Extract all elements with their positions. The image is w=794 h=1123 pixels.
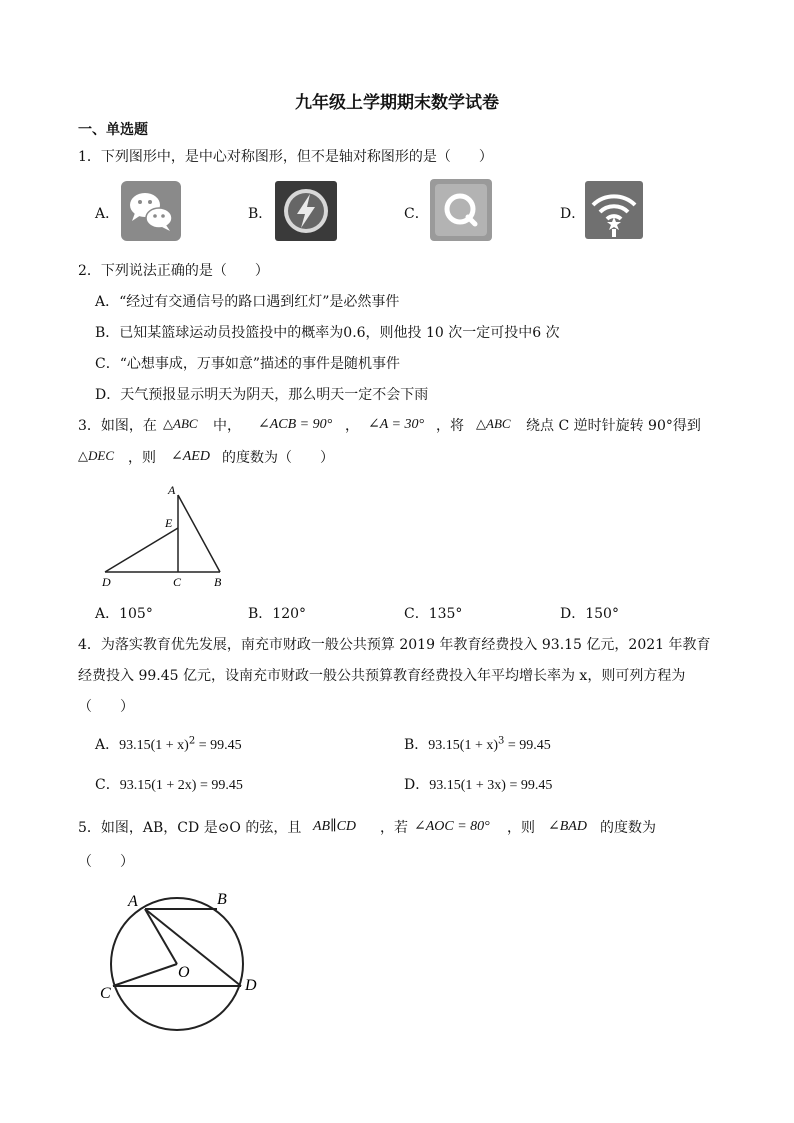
q4-option-a-rhs: = 99.45 bbox=[195, 738, 242, 753]
q5-angle-aoc: ∠AOC = 80° bbox=[414, 819, 490, 834]
q5-label-d: D bbox=[245, 977, 257, 994]
q5-angle-bad: ∠BAD bbox=[548, 819, 587, 834]
q2-stem: 2．下列说法正确的是（ ） bbox=[78, 263, 269, 279]
q3-option-c: C．135° bbox=[404, 606, 463, 622]
q3-label-b: B bbox=[214, 575, 222, 588]
q4-option-d bbox=[404, 774, 552, 794]
q2-option-d: D．天气预报显示明天为阴天，那么明天一定不会下雨 bbox=[95, 387, 429, 403]
q4-option-c bbox=[95, 774, 243, 794]
q4-option-a bbox=[95, 734, 242, 754]
q3-text-jiang: ，将 bbox=[436, 418, 464, 434]
q4-option-b-exponent: 3 bbox=[498, 735, 505, 747]
q3-option-a: A．105° bbox=[95, 606, 153, 622]
lightning-bolt-icon bbox=[275, 181, 337, 241]
q4-option-b bbox=[404, 734, 551, 754]
q3-label-d: D bbox=[102, 575, 111, 588]
q3-angle-a: ∠A = 30° bbox=[368, 417, 425, 432]
q5-line2: （ ） bbox=[78, 854, 134, 870]
q3-triangle-abc: △ABC bbox=[163, 416, 198, 431]
q3-triangle-dec: △DEC bbox=[78, 448, 114, 463]
q3-option-d: D．150° bbox=[560, 606, 619, 622]
section-heading: 一、单选题 bbox=[78, 122, 148, 138]
q3-label-c: C bbox=[173, 575, 182, 588]
q4-option-b-label: B． bbox=[404, 737, 429, 753]
q4-option-a-exponent: 2 bbox=[188, 735, 196, 747]
q1-option-c-label: C． bbox=[404, 206, 429, 222]
q4-line1: 4．为落实教育优先发展，南充市财政一般公共预算 2019 年教育经费投入 93.15 亿元，2021 年教育 bbox=[78, 637, 711, 653]
page-title: 九年级上学期期末数学试卷 bbox=[295, 93, 499, 113]
q3-degree-text: 的度数为（ ） bbox=[222, 450, 334, 466]
q3-comma: ， bbox=[345, 418, 359, 434]
q3-label-a: A bbox=[168, 483, 176, 497]
q4-line3: （ ） bbox=[78, 699, 134, 715]
wifi-star-icon bbox=[585, 181, 643, 239]
q4-option-d-label: D． bbox=[404, 777, 430, 793]
q3-angle-aed: ∠AED bbox=[171, 449, 210, 464]
q5-circle-figure bbox=[95, 882, 270, 1032]
q3-label-e: E bbox=[165, 516, 173, 530]
q1-stem: 1．下列图形中，是中心对称图形，但不是轴对称图形的是（ ） bbox=[78, 149, 493, 165]
q3-triangle-figure bbox=[95, 480, 235, 588]
q4-option-b-rhs: = 99.45 bbox=[504, 738, 551, 753]
q4-line2: 经费投入 99.45 亿元，设南充市财政一般公共预算教育经费投入年平均增长率为 x，则可列方程为 bbox=[78, 668, 686, 684]
q4-option-a-expr: 93.15(1 + x) bbox=[119, 738, 189, 753]
q5-text-ze: ，则 bbox=[507, 820, 535, 836]
q5-parallel: AB∥CD bbox=[313, 819, 357, 834]
chat-bubbles-icon bbox=[121, 181, 181, 241]
q4-option-c-expr: 93.15(1 + 2x) = 99.45 bbox=[119, 778, 243, 793]
q4-option-b-expr: 93.15(1 + x) bbox=[428, 738, 499, 753]
q5-label-a: A bbox=[128, 893, 138, 910]
q5-label-b: B bbox=[217, 891, 227, 908]
q5-label-o: O bbox=[178, 964, 190, 981]
q1-option-d-label: D． bbox=[560, 206, 586, 222]
q3-text-ze: ，则 bbox=[128, 450, 156, 466]
q1-option-a-label: A． bbox=[95, 206, 120, 222]
q4-option-a-label: A． bbox=[95, 737, 120, 753]
search-magnifier-icon bbox=[430, 179, 492, 241]
q1-option-b-label: B． bbox=[248, 206, 273, 222]
q5-degree-text: 的度数为 bbox=[600, 820, 656, 836]
q5-line1-start: 5．如图，AB，CD 是⊙O 的弦，且 bbox=[78, 820, 302, 836]
q3-angle-acb: ∠ACB = 90° bbox=[258, 417, 333, 432]
q5-label-c: C bbox=[100, 985, 111, 1002]
q2-option-c: C．“心想事成，万事如意”描述的事件是随机事件 bbox=[95, 356, 401, 372]
q2-option-b: B．已知某篮球运动员投篮投中的概率为0.6，则他投 10 次一定可投中6 次 bbox=[95, 325, 560, 341]
q3-option-b: B．120° bbox=[248, 606, 307, 622]
q4-option-d-expr: 93.15(1 + 3x) = 99.45 bbox=[429, 778, 553, 793]
q3-rotation-text: 绕点 C 逆时针旋转 90°得到 bbox=[526, 418, 701, 434]
q3-text-zhong: 中， bbox=[213, 418, 241, 434]
q4-option-c-label: C． bbox=[95, 777, 120, 793]
q3-line1-start: 3．如图，在 bbox=[78, 418, 157, 434]
q5-text-ruo: ，若 bbox=[380, 820, 408, 836]
q2-option-a: A．“经过有交通信号的路口遇到红灯”是必然事件 bbox=[95, 294, 400, 310]
q3-triangle-abc-2: △ABC bbox=[476, 416, 511, 431]
